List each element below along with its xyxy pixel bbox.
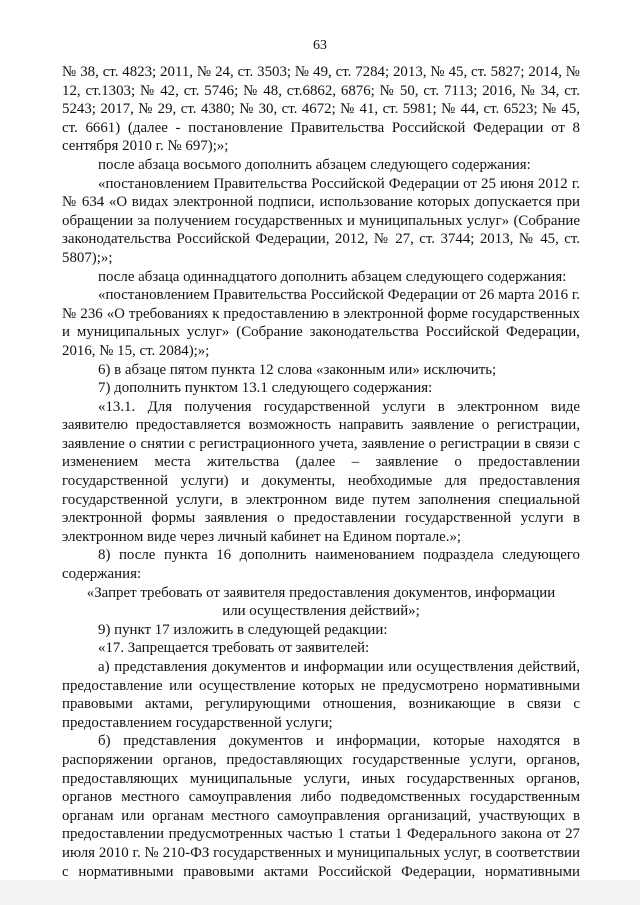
subsection-heading [62, 584, 580, 621]
page-bottom-edge [0, 880, 640, 905]
paragraph-point-17: «17. Запрещается требовать от заявителей: [98, 640, 370, 657]
document-body [62, 63, 580, 900]
paragraph-subpoint-b: б) представления документов и информации, которые находятся в распоряжении органов, предоставляющих государственные услуги, органов, предоставляющих муниципальные услуги, иных государственных органов, органов местного самоуправления либо подведомственных государственным органам или органам местного самоуправления организаций, участвующих в предоставлении предусмотренных частью 1 статьи 1 Федерального закона от 27 июля 2010 г. № 210-ФЗ государственных и муниципальных услуг, в соответствии с нормативными правовыми актами Российской Федерации, нормативными [62, 733, 580, 880]
subsection-heading-line-1: «Запрет требовать от заявителя предоставления документов, информации [86, 584, 556, 601]
paragraph-item-6: 6) в абзаце пятом пункта 12 слова «законным или» исключить; [98, 361, 497, 378]
page-number: 63 [313, 38, 327, 53]
paragraph-item-8: 8) после пункта 16 дополнить наименованием подраздела следующего содержания: [62, 547, 580, 583]
paragraph-quote: «постановлением Правительства Российской Федерации от 26 марта 2016 г. № 236 «О требованиях к предоставлению в электронной форме государственных и муниципальных услуг» (Собрание законодательства Российской Федерации, 2016, № 15, ст. 2084);»; [62, 287, 580, 359]
paragraph-instruction: после абзаца одиннадцатого дополнить абзацем следующего содержания: [98, 268, 567, 285]
paragraph-citation-continuation: № 38, ст. 4823; 2011, № 24, ст. 3503; № 49, ст. 7284; 2013, № 45, ст. 5827; 2014, № 12, ст.1303; № 42, ст. 5746; № 48, ст.6862, 6876; № 50, ст. 7113; 2016, № 34, ст. 5243; 2017, № 29, ст. 4380; № 30, ст. 4672; № 41, ст. 5981; № 44, ст. 6523; № 45, ст. 6661) (далее - постановление Правительства Российской Федерации от 8 сентября 2010 г. № 697);»; [62, 64, 580, 155]
paragraph-point-13-1: «13.1. Для получения государственной услуги в электронном виде заявителю предоставляется возможность направить заявление о регистрации, заявление о снятии с регистрационного учета, заявление о регистрации в связи с изменением места жительства (далее – заявление о предоставлении государственной услуги) и документы, необходимые для предоставления государственной услуги, в электронном виде путем заполнения специальной электронной формы заявления о предоставлении государственной услуги в электронном виде через личный кабинет на Едином портале.»; [62, 398, 580, 545]
paragraph-quote: «постановлением Правительства Российской Федерации от 25 июня 2012 г. № 634 «О видах электронной подписи, использование которых допускается при обращении за получением государственных и муниципальных услуг» (Собрание законодательства Российской Федерации, 2012, № 27, ст. 3744; 2013, № 45, ст. 5807);»; [62, 175, 580, 266]
paragraph-item-7: 7) дополнить пунктом 13.1 следующего содержания: [98, 380, 433, 397]
paragraph-item-9: 9) пункт 17 изложить в следующей редакции: [98, 621, 388, 638]
paragraph-instruction: после абзаца восьмого дополнить абзацем следующего содержания: [98, 156, 531, 173]
subsection-heading-line-2: или осуществления действий»; [222, 603, 420, 620]
paragraph-subpoint-a: а) представления документов и информации или осуществления действий, предоставление или осуществление которых не предусмотрено нормативными правовыми актами, регулирующими отношения, возникающие в связи с предоставлением государственной услуги; [62, 659, 580, 731]
